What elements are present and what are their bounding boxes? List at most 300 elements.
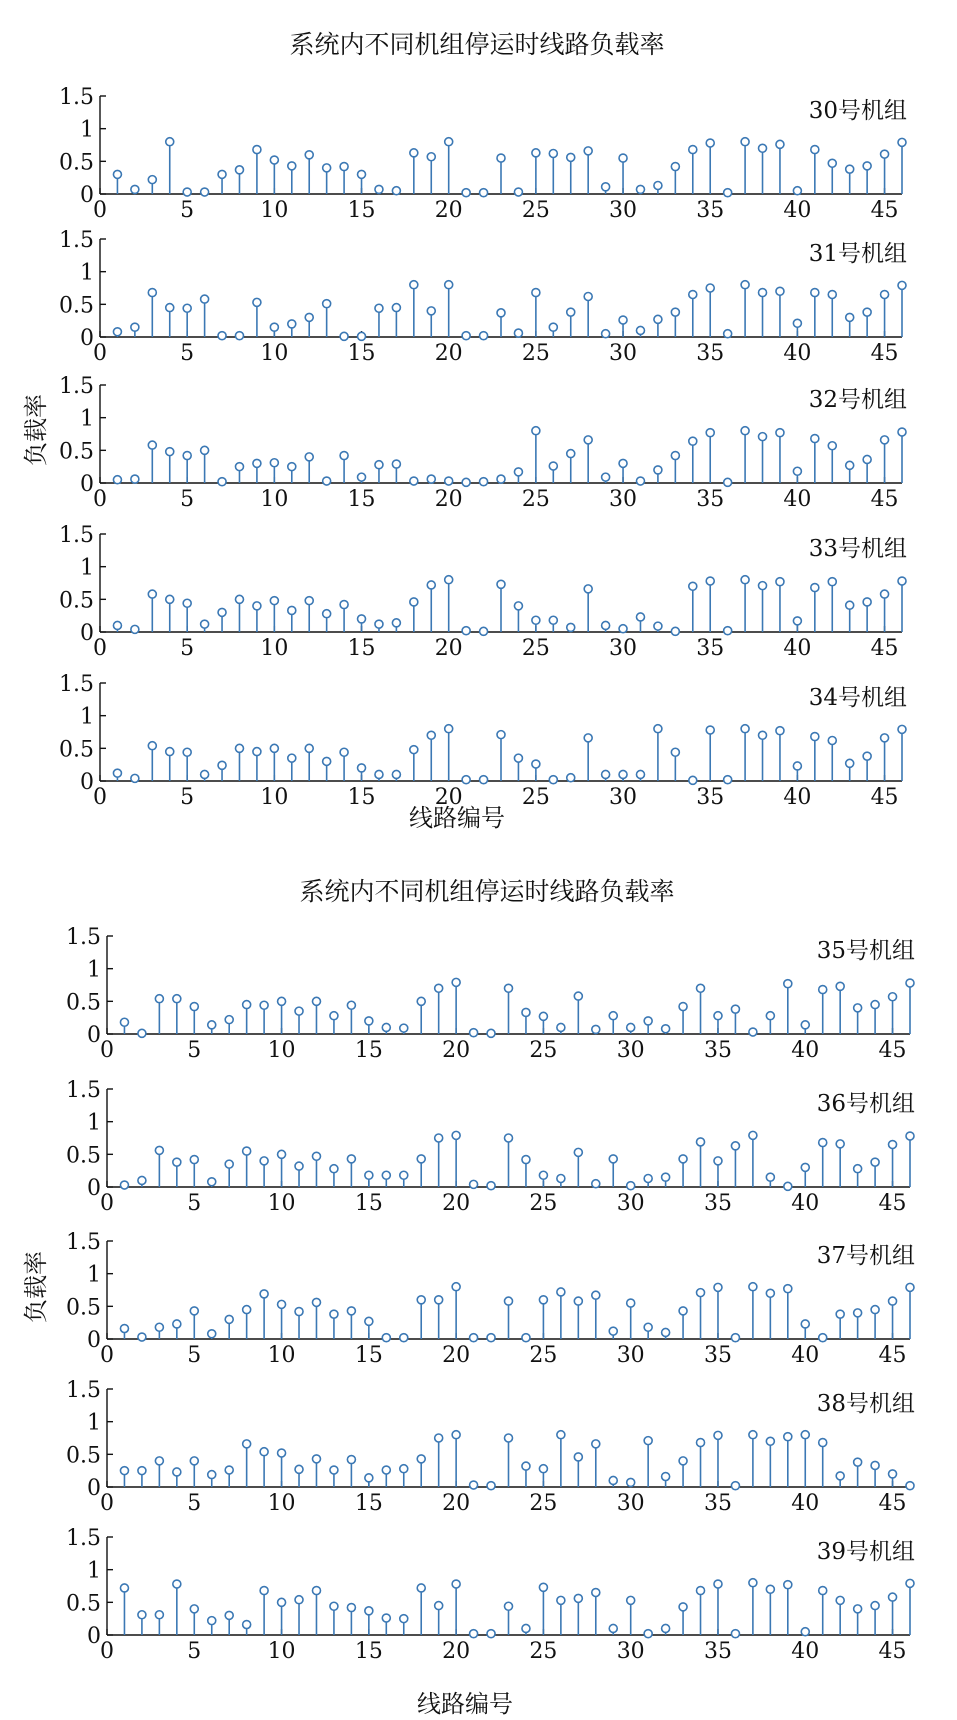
x-tick-label: 40 xyxy=(783,636,812,661)
stem-marker xyxy=(340,601,348,609)
stem-marker xyxy=(706,577,714,585)
stem-marker xyxy=(400,1171,408,1179)
x-tick-label: 10 xyxy=(260,341,289,366)
stem-marker xyxy=(417,1155,425,1163)
stem-marker xyxy=(497,580,505,588)
stem-marker xyxy=(305,453,313,461)
stem-marker xyxy=(741,138,749,146)
stem-marker xyxy=(243,1621,251,1629)
stem-marker xyxy=(225,1016,233,1024)
stem-marker xyxy=(382,1614,390,1622)
stem-marker xyxy=(557,1023,565,1031)
stem-marker xyxy=(375,461,383,469)
y-tick-label: 0 xyxy=(87,1023,101,1048)
generator-label: 32号机组 xyxy=(808,387,907,413)
stem-marker xyxy=(846,165,854,173)
stem-marker xyxy=(532,616,540,624)
subplot-7 xyxy=(66,1230,915,1368)
x-tick-label: 40 xyxy=(791,1038,820,1063)
generator-label: 39号机组 xyxy=(816,1539,915,1565)
stem-marker xyxy=(889,1141,897,1149)
stem-marker xyxy=(881,150,889,158)
stem-marker xyxy=(120,1018,128,1026)
x-tick-label: 30 xyxy=(609,341,638,366)
stem-marker xyxy=(784,1285,792,1293)
stem-marker xyxy=(470,1481,478,1489)
stem-marker xyxy=(819,1139,827,1147)
stem-marker xyxy=(243,1306,251,1314)
stem-marker xyxy=(278,1150,286,1158)
stem-marker xyxy=(270,323,278,331)
y-tick-label: 1.5 xyxy=(66,1230,101,1255)
stem-marker xyxy=(260,1448,268,1456)
stem-marker xyxy=(627,1478,635,1486)
stem-marker xyxy=(278,1449,286,1457)
stem-marker xyxy=(305,313,313,321)
stem-marker xyxy=(365,1017,373,1025)
y-tick-label: 0.5 xyxy=(66,1295,101,1321)
stem-marker xyxy=(382,1023,390,1031)
x-tick-label: 30 xyxy=(609,636,638,661)
stem-marker xyxy=(358,473,366,481)
y-tick-label: 1 xyxy=(80,260,94,286)
stem-marker xyxy=(138,1029,146,1037)
stem-marker xyxy=(759,731,767,739)
stem-marker xyxy=(235,332,243,340)
x-tick-label: 30 xyxy=(609,198,638,223)
stem-marker xyxy=(871,1001,879,1009)
y-tick-label: 0.5 xyxy=(66,1443,101,1469)
x-tick-label: 10 xyxy=(260,785,289,810)
stem-marker xyxy=(854,1605,862,1613)
stem-marker xyxy=(706,139,714,147)
stem-marker xyxy=(627,1023,635,1031)
stem-marker xyxy=(218,478,226,486)
stem-marker xyxy=(173,1158,181,1166)
y-tick-label: 0 xyxy=(80,326,94,351)
stem-marker xyxy=(183,452,191,460)
y-tick-label: 0.5 xyxy=(59,150,94,176)
stem-marker xyxy=(592,1025,600,1033)
y-tick-label: 0.5 xyxy=(59,737,94,763)
stem-marker xyxy=(452,1580,460,1588)
stem-marker xyxy=(793,762,801,770)
x-tick-label: 20 xyxy=(434,636,463,661)
figure-title-bottom: 系统内不同机组停运时线路负载率 xyxy=(299,877,675,906)
stem-marker xyxy=(288,606,296,614)
x-tick-label: 35 xyxy=(703,1491,732,1516)
subplot-2 xyxy=(59,374,907,512)
stem-marker xyxy=(113,476,121,484)
stem-marker xyxy=(330,1602,338,1610)
stem-marker xyxy=(278,1598,286,1606)
stem-marker xyxy=(323,300,331,308)
stem-marker xyxy=(190,1457,198,1465)
stem-marker xyxy=(201,295,209,303)
stem-marker xyxy=(532,427,540,435)
stem-marker xyxy=(155,1146,163,1154)
stem-marker xyxy=(854,1004,862,1012)
stem-marker xyxy=(417,1455,425,1463)
stem-marker xyxy=(662,1173,670,1181)
stem-marker xyxy=(671,452,679,460)
generator-label: 31号机组 xyxy=(808,241,907,267)
stem-marker xyxy=(487,1334,495,1342)
x-tick-label: 10 xyxy=(267,1491,296,1516)
y-tick-label: 1.5 xyxy=(66,1526,101,1551)
stem-marker xyxy=(340,748,348,756)
stem-marker xyxy=(819,1334,827,1342)
stem-marker xyxy=(793,319,801,327)
x-tick-label: 5 xyxy=(187,1491,202,1516)
stem-marker xyxy=(323,164,331,172)
stem-marker xyxy=(697,1289,705,1297)
stem-marker xyxy=(243,1147,251,1155)
stem-marker xyxy=(312,1298,320,1306)
stem-marker xyxy=(208,1178,216,1186)
stem-marker xyxy=(218,608,226,616)
stem-marker xyxy=(470,1334,478,1342)
stem-marker xyxy=(487,1029,495,1037)
stem-marker xyxy=(759,582,767,590)
stem-marker xyxy=(609,1155,617,1163)
stem-marker xyxy=(906,1482,914,1490)
stem-marker xyxy=(801,1320,809,1328)
stem-marker xyxy=(138,1333,146,1341)
x-tick-label: 0 xyxy=(100,1343,114,1368)
stem-marker xyxy=(253,748,261,756)
stem-marker xyxy=(749,1431,757,1439)
stem-marker xyxy=(602,330,610,338)
stem-marker xyxy=(155,1323,163,1331)
stem-marker xyxy=(749,1028,757,1036)
stem-marker xyxy=(295,1596,303,1604)
stem-marker xyxy=(148,590,156,598)
stem-marker xyxy=(689,776,697,784)
stem-marker xyxy=(801,1021,809,1029)
stem-marker xyxy=(602,621,610,629)
stem-marker xyxy=(714,1580,722,1588)
stem-marker xyxy=(260,1157,268,1165)
stem-marker xyxy=(445,138,453,146)
stem-marker xyxy=(208,1617,216,1625)
stem-marker xyxy=(898,725,906,733)
x-axis-label-bottom: 线路编号 xyxy=(417,1690,513,1718)
stem-marker xyxy=(470,1630,478,1638)
x-tick-label: 15 xyxy=(347,198,376,223)
stem-marker xyxy=(190,1307,198,1315)
stem-marker xyxy=(689,291,697,299)
stem-marker xyxy=(375,304,383,312)
stem-marker xyxy=(410,149,418,157)
stem-marker xyxy=(480,627,488,635)
stem-marker xyxy=(305,597,313,605)
stem-marker xyxy=(340,332,348,340)
stem-marker xyxy=(549,462,557,470)
stem-marker xyxy=(365,1171,373,1179)
x-tick-label: 45 xyxy=(870,487,899,512)
stem-marker xyxy=(375,620,383,628)
stem-marker xyxy=(522,1624,530,1632)
stem-marker xyxy=(714,1157,722,1165)
stem-marker xyxy=(330,1012,338,1020)
stem-marker xyxy=(480,776,488,784)
stem-marker xyxy=(522,1462,530,1470)
stem-marker xyxy=(487,1482,495,1490)
stem-marker xyxy=(602,183,610,191)
stem-marker xyxy=(644,1437,652,1445)
stem-marker xyxy=(574,1594,582,1602)
stem-marker xyxy=(776,727,784,735)
stem-marker xyxy=(609,1476,617,1484)
stem-marker xyxy=(889,1470,897,1478)
stem-marker xyxy=(505,1602,513,1610)
x-tick-label: 20 xyxy=(442,1191,471,1216)
y-tick-label: 1 xyxy=(80,406,94,432)
stem-marker xyxy=(549,776,557,784)
x-tick-label: 35 xyxy=(703,1639,732,1664)
stem-marker xyxy=(741,725,749,733)
stem-marker xyxy=(549,323,557,331)
stem-marker xyxy=(452,1283,460,1291)
stem-marker xyxy=(435,1296,443,1304)
stem-marker xyxy=(347,1456,355,1464)
subplot-3 xyxy=(59,523,907,661)
stem-marker xyxy=(166,595,174,603)
stem-marker xyxy=(427,475,435,483)
stem-marker xyxy=(183,599,191,607)
x-tick-label: 40 xyxy=(791,1639,820,1664)
stem-marker xyxy=(567,774,575,782)
stem-marker xyxy=(243,1440,251,1448)
generator-label: 36号机组 xyxy=(816,1091,915,1117)
stem-marker xyxy=(225,1160,233,1168)
x-tick-label: 45 xyxy=(878,1491,907,1516)
stem-marker xyxy=(584,292,592,300)
stem-marker xyxy=(766,1173,774,1181)
stem-marker xyxy=(602,473,610,481)
stem-marker xyxy=(312,1587,320,1595)
stem-marker xyxy=(662,1025,670,1033)
stem-marker xyxy=(846,759,854,767)
stem-marker xyxy=(358,615,366,623)
x-tick-label: 5 xyxy=(180,785,195,810)
stem-marker xyxy=(445,725,453,733)
stem-marker xyxy=(253,602,261,610)
stem-marker xyxy=(906,1579,914,1587)
x-tick-label: 5 xyxy=(187,1639,202,1664)
x-tick-label: 5 xyxy=(187,1191,202,1216)
subplot-6 xyxy=(66,1078,915,1216)
x-tick-label: 20 xyxy=(442,1639,471,1664)
stem-marker xyxy=(382,1334,390,1342)
stem-marker xyxy=(173,1320,181,1328)
stem-marker xyxy=(811,435,819,443)
stem-marker xyxy=(323,610,331,618)
stem-marker xyxy=(654,315,662,323)
x-tick-label: 30 xyxy=(616,1491,645,1516)
x-tick-label: 45 xyxy=(870,636,899,661)
stem-marker xyxy=(776,287,784,295)
stem-marker xyxy=(881,291,889,299)
y-tick-label: 0 xyxy=(87,1476,101,1501)
stem-marker xyxy=(452,978,460,986)
stem-marker xyxy=(400,1465,408,1473)
y-tick-label: 1.5 xyxy=(59,228,94,253)
stem-marker xyxy=(288,754,296,762)
stem-marker xyxy=(278,1300,286,1308)
stem-marker xyxy=(619,625,627,633)
x-tick-label: 35 xyxy=(696,198,725,223)
y-tick-label: 1 xyxy=(87,1110,101,1136)
stem-marker xyxy=(644,1175,652,1183)
stem-marker xyxy=(759,289,767,297)
stem-marker xyxy=(574,1148,582,1156)
x-tick-label: 15 xyxy=(347,487,376,512)
stem-marker xyxy=(714,1283,722,1291)
x-tick-label: 40 xyxy=(791,1343,820,1368)
stem-marker xyxy=(584,734,592,742)
stem-marker xyxy=(225,1315,233,1323)
stem-marker xyxy=(358,332,366,340)
x-tick-label: 30 xyxy=(616,1191,645,1216)
stem-marker xyxy=(445,477,453,485)
x-tick-label: 40 xyxy=(783,487,812,512)
stem-marker xyxy=(514,754,522,762)
stem-marker xyxy=(759,144,767,152)
generator-label: 34号机组 xyxy=(808,685,907,711)
stem-marker xyxy=(148,441,156,449)
stem-marker xyxy=(854,1309,862,1317)
stem-marker xyxy=(671,627,679,635)
stem-marker xyxy=(253,459,261,467)
stem-marker xyxy=(497,475,505,483)
stem-marker xyxy=(776,578,784,586)
stem-marker xyxy=(375,770,383,778)
stem-marker xyxy=(557,1288,565,1296)
stem-marker xyxy=(706,284,714,292)
x-tick-label: 40 xyxy=(783,341,812,366)
stem-marker xyxy=(557,1175,565,1183)
stem-marker xyxy=(208,1471,216,1479)
stem-marker xyxy=(330,1165,338,1173)
stem-marker xyxy=(846,313,854,321)
stem-marker xyxy=(505,1134,513,1142)
y-tick-label: 0 xyxy=(80,770,94,795)
stem-marker xyxy=(567,623,575,631)
stem-marker xyxy=(793,617,801,625)
y-tick-label: 1.5 xyxy=(66,1378,101,1403)
stem-marker xyxy=(330,1310,338,1318)
stem-marker xyxy=(190,1003,198,1011)
stem-marker xyxy=(166,448,174,456)
stem-marker xyxy=(470,1180,478,1188)
stem-marker xyxy=(863,752,871,760)
y-tick-label: 1.5 xyxy=(59,672,94,697)
stem-marker xyxy=(636,326,644,334)
stem-marker xyxy=(253,146,261,154)
x-tick-label: 25 xyxy=(521,785,550,810)
stem-marker xyxy=(138,1176,146,1184)
stem-marker xyxy=(679,1457,687,1465)
x-tick-label: 0 xyxy=(93,636,107,661)
x-tick-label: 20 xyxy=(442,1038,471,1063)
stem-marker xyxy=(689,437,697,445)
stem-marker xyxy=(270,597,278,605)
x-tick-label: 20 xyxy=(442,1491,471,1516)
stem-marker xyxy=(889,993,897,1001)
stem-marker xyxy=(462,478,470,486)
y-tick-label: 0 xyxy=(87,1176,101,1201)
stem-marker xyxy=(889,1297,897,1305)
x-tick-label: 20 xyxy=(442,1343,471,1368)
y-tick-label: 0.5 xyxy=(59,293,94,319)
stem-marker xyxy=(382,1466,390,1474)
stem-marker xyxy=(131,475,139,483)
y-tick-label: 0 xyxy=(87,1624,101,1649)
y-tick-label: 1 xyxy=(87,1262,101,1288)
stem-marker xyxy=(539,1583,547,1591)
stem-marker xyxy=(567,153,575,161)
stem-marker xyxy=(836,1140,844,1148)
stem-marker xyxy=(828,159,836,167)
stem-marker xyxy=(906,1283,914,1291)
stem-marker xyxy=(400,1615,408,1623)
x-tick-label: 20 xyxy=(434,341,463,366)
stem-marker xyxy=(218,170,226,178)
stem-marker xyxy=(138,1467,146,1475)
stem-marker xyxy=(836,982,844,990)
x-tick-label: 5 xyxy=(180,487,195,512)
stem-marker xyxy=(340,163,348,171)
x-tick-label: 35 xyxy=(696,785,725,810)
y-tick-label: 1.5 xyxy=(59,523,94,548)
stem-marker xyxy=(749,1283,757,1291)
x-tick-label: 30 xyxy=(609,785,638,810)
figure-title-top: 系统内不同机组停运时线路负载率 xyxy=(289,30,665,59)
stem-marker xyxy=(155,995,163,1003)
stem-marker xyxy=(462,627,470,635)
stem-marker xyxy=(295,1162,303,1170)
stem-marker xyxy=(235,595,243,603)
x-tick-label: 30 xyxy=(616,1343,645,1368)
stem-marker xyxy=(330,1466,338,1474)
x-tick-label: 40 xyxy=(791,1491,820,1516)
stem-marker xyxy=(417,1296,425,1304)
stem-marker xyxy=(724,189,732,197)
stem-marker xyxy=(532,289,540,297)
stem-marker xyxy=(435,1434,443,1442)
stem-marker xyxy=(784,1182,792,1190)
stem-marker xyxy=(225,1466,233,1474)
stem-marker xyxy=(627,1182,635,1190)
x-tick-label: 45 xyxy=(878,1038,907,1063)
x-tick-label: 10 xyxy=(267,1343,296,1368)
x-tick-label: 45 xyxy=(878,1191,907,1216)
stem-marker xyxy=(679,1155,687,1163)
stem-marker xyxy=(784,1433,792,1441)
stem-marker xyxy=(347,1001,355,1009)
x-tick-label: 10 xyxy=(260,487,289,512)
stem-marker xyxy=(644,1323,652,1331)
stem-marker xyxy=(173,1580,181,1588)
generator-label: 30号机组 xyxy=(808,98,907,124)
stem-marker xyxy=(881,590,889,598)
stem-marker xyxy=(662,1328,670,1336)
stem-marker xyxy=(201,188,209,196)
stem-marker xyxy=(654,622,662,630)
stem-marker xyxy=(557,1596,565,1604)
